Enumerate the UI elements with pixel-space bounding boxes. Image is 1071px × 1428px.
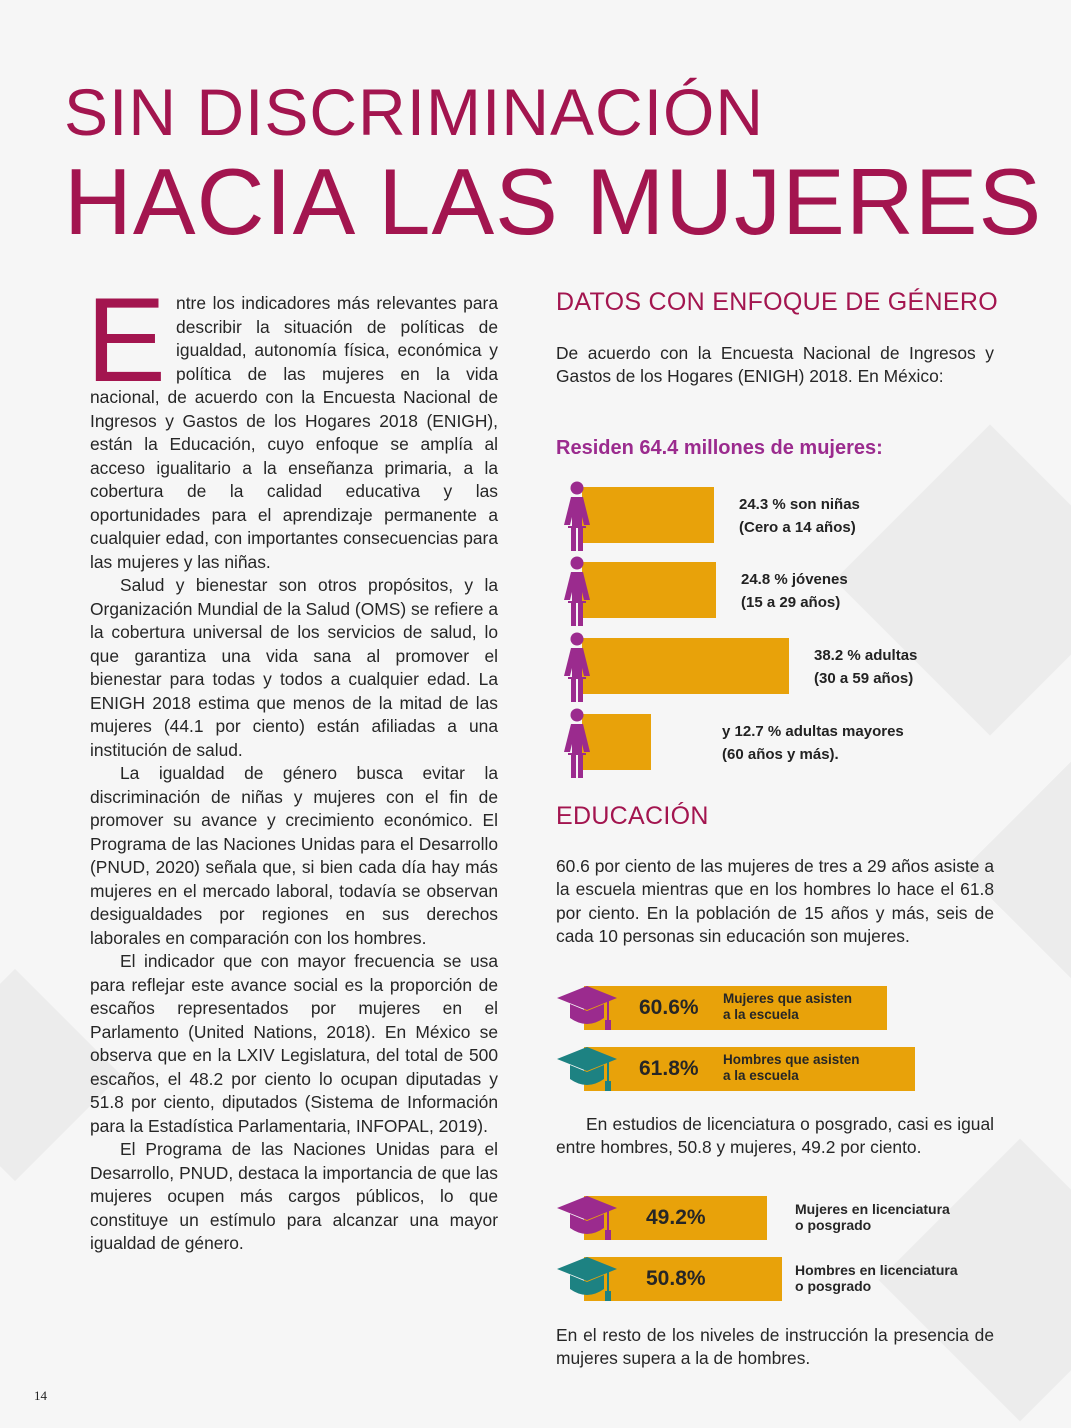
education-label bbox=[723, 991, 852, 1023]
population-label-line: (60 años y más). bbox=[722, 746, 839, 763]
education-label-line: Mujeres que asisten bbox=[723, 991, 853, 1006]
left-column bbox=[86, 273, 498, 1256]
population-label-line: (Cero a 14 años) bbox=[739, 519, 856, 536]
woman-icon bbox=[560, 632, 594, 702]
graduation-cap-women-icon bbox=[556, 1194, 618, 1242]
population-label bbox=[741, 568, 848, 614]
educacion-paragraph-2: En estudios de licenciatura o posgrado, casi es igual entre hombres, 50.8 y mujeres, 49.2 por ciento. bbox=[556, 1114, 994, 1158]
population-label-line: 24.8 % jóvenes bbox=[741, 571, 848, 588]
page-number: 14 bbox=[34, 1388, 47, 1403]
paragraph: Salud y bienestar son otros propósitos, y la Organización Mundial de la Salud (OMS) se refiere a la cobertura universal de los servicios de salud, lo que garantiza una vida sana al promover el bienestar para todas y todos a cualquier edad. La ENIGH 2018 estima que menos de la mitad de las mujeres (44.1 por ciento) están afiliadas a una institución de salud. bbox=[90, 575, 498, 760]
population-label bbox=[739, 493, 860, 539]
educacion-paragraph-1: 60.6 por ciento de las mujeres de tres a 29 años asiste a la escuela mientras que en los hombres lo hace el 61.8 por ciento. En la población de 15 años y más, seis de cada 10 personas sin educación son mujeres. bbox=[556, 856, 994, 946]
datos-intro: De acuerdo con la Encuesta Nacional de Ingresos y Gastos de los Hogares (ENIGH) 2018. En México: bbox=[556, 343, 994, 387]
population-subheading: Residen 64.4 millones de mujeres: bbox=[556, 437, 883, 459]
paragraph-text: ntre los indicadores más relevantes para describir la situación de políticas de igualdad, autonomía física, económica y política de las mujeres en la vida nacional, de acuerdo con la Encuesta Nacional de Ingresos y Gastos de los Hogares 2018 (ENIGH), están la Educación, cuyo enfoque se amplía al acceso igualitario a la enseñanza primaria, a la cobertura de la calidad educativa y las oportunidades para el aprendizaje permanente a cualquier edad, con importantes consecuencias para las mujeres y las niñas. bbox=[90, 293, 498, 572]
population-bar bbox=[582, 487, 714, 543]
population-bar bbox=[582, 638, 789, 694]
section-heading-educacion: EDUCACIÓN bbox=[556, 802, 709, 830]
woman-icon bbox=[560, 481, 594, 551]
graduation-cap-men-icon bbox=[556, 1255, 618, 1303]
education-percentage: 61.8% bbox=[639, 1057, 699, 1080]
woman-icon bbox=[560, 708, 594, 778]
population-label-line: y 12.7 % adultas mayores bbox=[722, 723, 904, 740]
section-heading-datos: DATOS CON ENFOQUE DE GÉNERO bbox=[556, 288, 998, 316]
paragraph: El Programa de las Naciones Unidas para el Desarrollo, PNUD, destaca la importancia de que las mujeres ocupen más cargos públicos, lo que constituye un estímulo para alcanzar una mayor igualdad de género. bbox=[90, 1139, 498, 1253]
education-label-line: a la escuela bbox=[723, 1007, 799, 1022]
education-percentage: 60.6% bbox=[639, 996, 699, 1019]
intro-paragraph bbox=[86, 273, 498, 574]
education-label-line: Hombres en licenciatura bbox=[795, 1262, 958, 1278]
drop-cap: E bbox=[86, 273, 167, 407]
paragraph: La igualdad de género busca evitar la discriminación de niñas y mujeres con el fin de promover su avance y crecimiento económico. El Programa de las Naciones Unidas para el Desarrollo (PNUD, 2020) señala que, si bien cada día hay más mujeres en el mercado laboral, todavía se observan desigualdades por regiones en sus derechos laborales en comparación con los hombres. bbox=[90, 763, 498, 948]
paragraph: El indicador que con mayor frecuencia se usa para reflejar este avance social es la proporción de escaños representados por mujeres en el Parlamento (United Nations, 2018). En México se observa que en la LXIV Legislatura, del total de 500 escaños, el 48.2 por ciento lo ocupan diputadas y 51.8 por ciento, diputados (Sistema de Información para la Estadística Parlamentaria, INFOPAL, 2019). bbox=[90, 951, 498, 1136]
education-label bbox=[795, 1201, 950, 1233]
population-label-line: (15 a 29 años) bbox=[741, 594, 841, 611]
woman-icon bbox=[560, 556, 594, 626]
education-label-line: o posgrado bbox=[795, 1217, 872, 1233]
population-label-line: 38.2 % adultas bbox=[814, 647, 918, 664]
population-bar bbox=[582, 562, 716, 618]
population-label-line: 24.3 % son niñas bbox=[739, 496, 860, 513]
title-line-1: SIN DISCRIMINACIÓN bbox=[64, 75, 765, 149]
education-label-line: Hombres que asisten bbox=[723, 1052, 860, 1067]
education-label-line: Mujeres en licenciatura bbox=[795, 1201, 950, 1217]
education-label-line: a la escuela bbox=[723, 1068, 799, 1083]
education-percentage: 49.2% bbox=[646, 1206, 706, 1229]
education-percentage: 50.8% bbox=[646, 1267, 706, 1290]
education-label-line: o posgrado bbox=[795, 1278, 872, 1294]
graduation-cap-men-icon bbox=[556, 1045, 618, 1093]
education-label bbox=[723, 1052, 860, 1084]
graduation-cap-women-icon bbox=[556, 984, 618, 1032]
education-label bbox=[795, 1262, 958, 1294]
population-label-line: (30 a 59 años) bbox=[814, 670, 914, 687]
educacion-paragraph-3: En el resto de los niveles de instrucción la presencia de mujeres supera a la de hombres. bbox=[556, 1325, 994, 1369]
population-label bbox=[814, 644, 917, 690]
population-label bbox=[722, 720, 904, 766]
title-line-2: HACIA LAS MUJERES bbox=[64, 149, 1043, 254]
